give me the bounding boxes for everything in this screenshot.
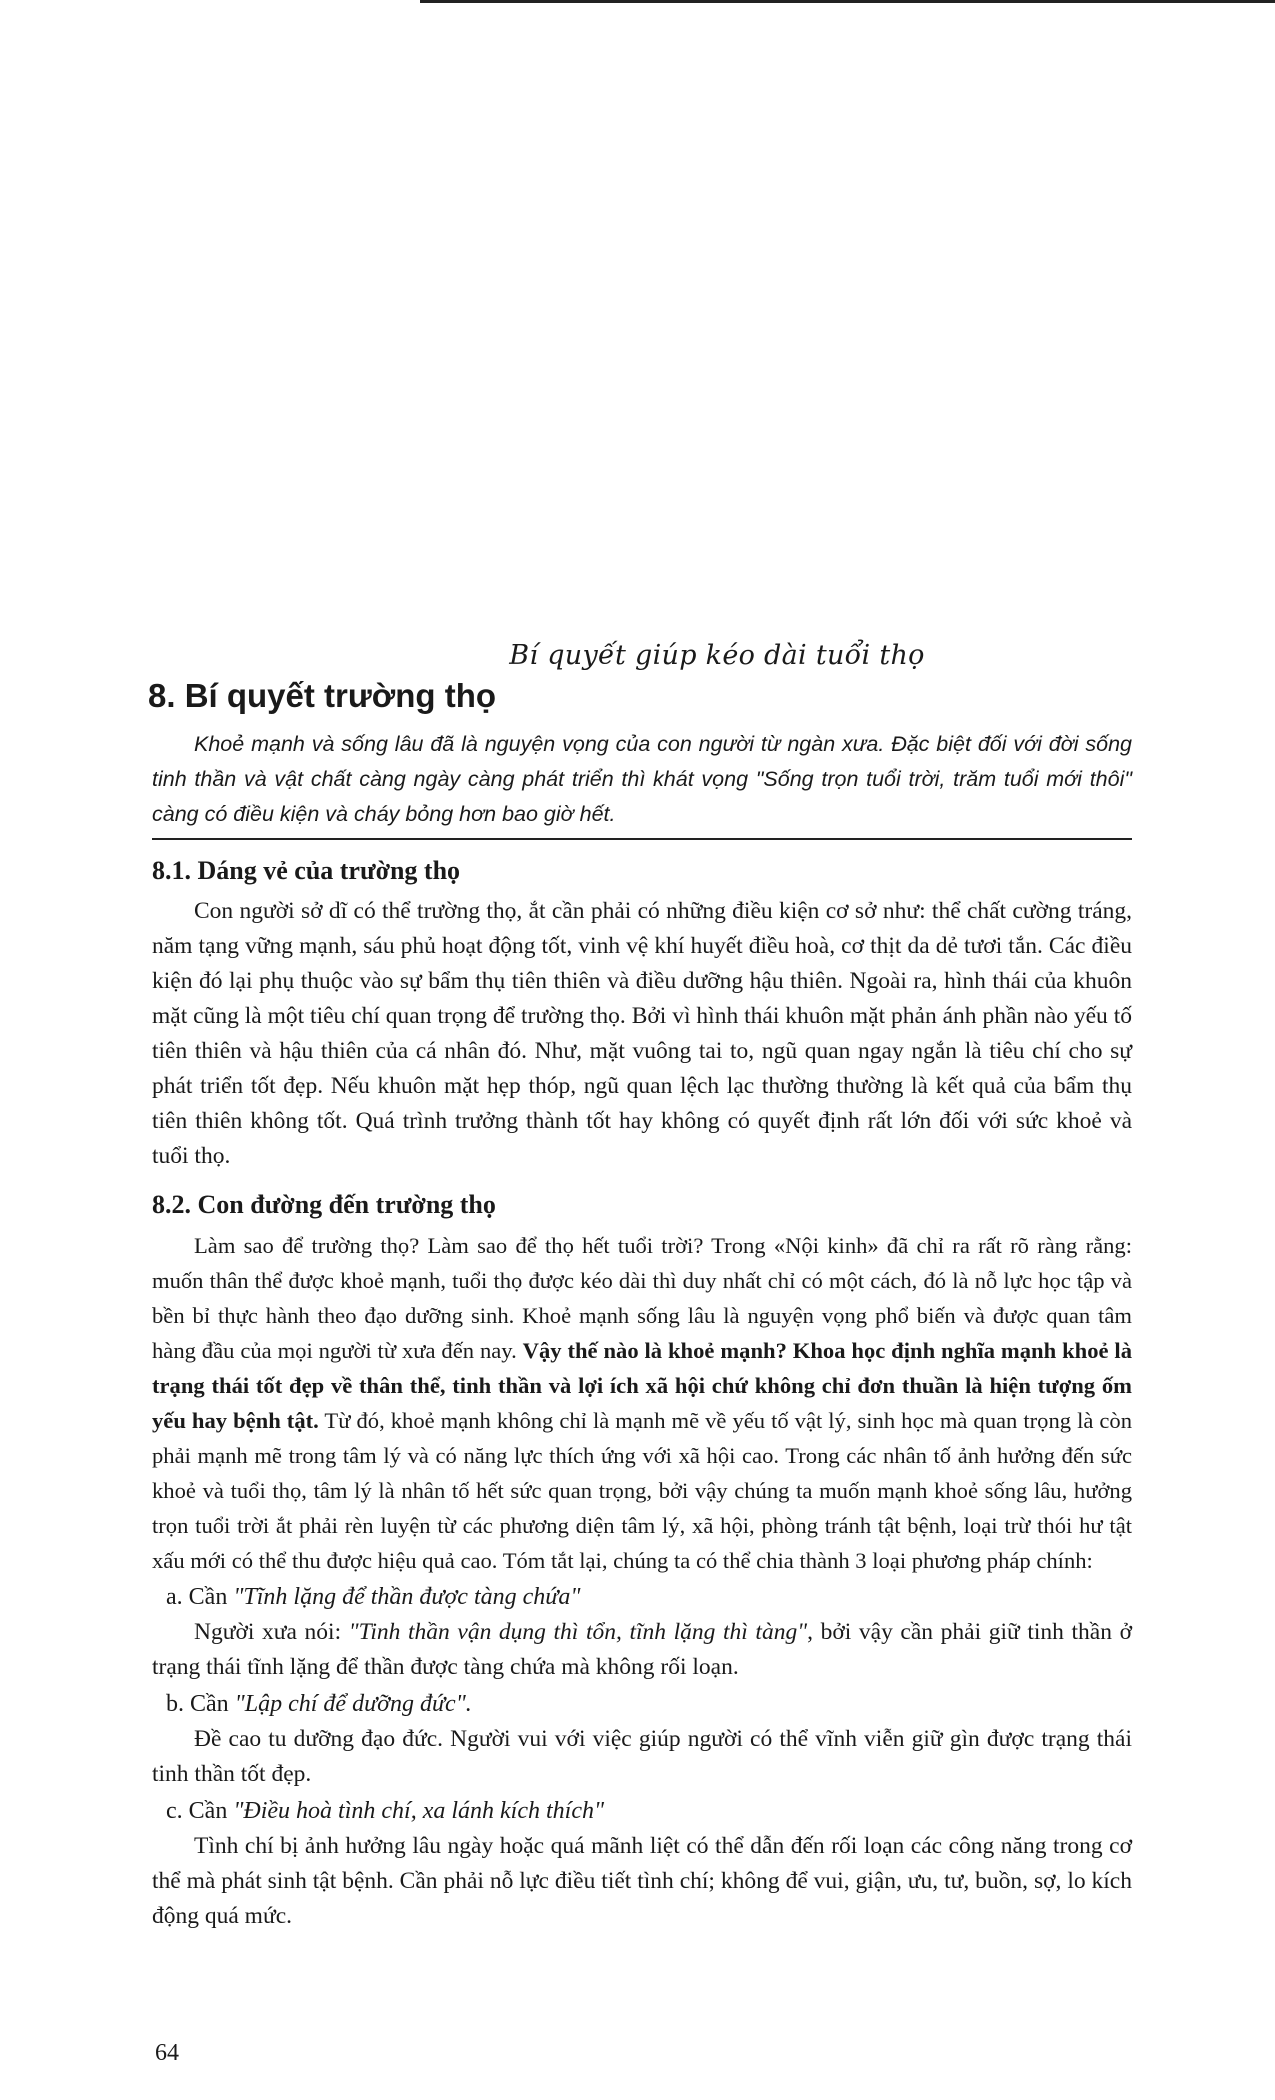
item-b-prefix: b. Cần bbox=[166, 1691, 235, 1717]
item-a-heading bbox=[166, 1584, 1132, 1611]
item-a-title: "Tĩnh lặng để thần được tàng chứa" bbox=[233, 1584, 581, 1610]
item-a-quote: "Tinh thần vận dụng thì tổn, tĩnh lặng thì tàng" bbox=[348, 1619, 808, 1645]
book-page bbox=[148, 640, 1133, 1934]
chapter-title: 8. Bí quyết trường thọ bbox=[148, 677, 497, 714]
item-a-prefix: a. Cần bbox=[166, 1584, 234, 1610]
item-a-text-pre: Người xưa nói: bbox=[194, 1619, 349, 1645]
section-8-2-title: 8.2. Con đường đến trường thọ bbox=[152, 1190, 496, 1219]
item-b-text: Đề cao tu dưỡng đạo đức. Người vui với việc giúp người có thể vĩnh viễn giữ gìn được trạng thái tinh thần tốt đẹp. bbox=[152, 1726, 1132, 1787]
item-a-text-post: , bởi vậy cần phải giữ tinh thần ở trạng thái tĩnh lặng để thần được tàng chứa mà không rối loạn. bbox=[152, 1619, 1133, 1680]
section-8-2-text-b: Từ đó, khoẻ mạnh không chỉ là mạnh mẽ về yếu tố vật lý, sinh học mà quan trọng là còn phải mạnh mẽ trong tâm lý và có năng lực thích ứng với xã hội cao. Trong các nhân tố ảnh hưởng đến sức khoẻ và tuổi thọ, tâm lý là nhân tố hết sức quan trọng, bởi vậy chúng ta muốn mạnh khoẻ sống lâu, hưởng trọn tuổi trời ắt phải rèn luyện từ các phương diện tâm lý, xã hội, phòng tránh tật bệnh, loại trừ thói hư tật xấu mới có thể thu được hiệu quả cao. Tóm tắt lại, chúng ta có thể chia thành 3 loại phương pháp chính: bbox=[152, 1408, 1133, 1573]
top-border-line bbox=[420, 0, 1275, 3]
chapter-intro: Khoẻ mạnh và sống lâu đã là nguyện vọng của con người từ ngàn xưa. Đặc biệt đối với đời sống tinh thần và vật chất càng ngày càng phát triển thì khát vọng "Sống trọn tuổi trời, trăm tuổi mới thôi" càng có điều kiện và cháy bỏng hơn bao giờ hết. bbox=[152, 727, 1132, 840]
item-a-text bbox=[152, 1615, 1132, 1685]
section-8-1-title: 8.1. Dáng vẻ của trường thọ bbox=[152, 856, 461, 885]
item-c-heading bbox=[166, 1798, 1132, 1825]
section-8-2-text-a: Làm sao để trường thọ? Làm sao để thọ hết tuổi trời? Trong «Nội kinh» đã chỉ ra rất rõ ràng rằng: muốn thân thể được khoẻ mạnh, tuổi thọ được kéo dài thì duy nhất chỉ có một cách, đó là nỗ lực học tập và bền bỉ thực hành theo đạo dưỡng sinh. Khoẻ mạnh sống lâu là nguyện vọng phổ biến và được quan tâm hàng đầu của mọi người từ xưa đến nay. bbox=[152, 1233, 1132, 1363]
item-c-title: "Điều hoà tình chí, xa lánh kích thích" bbox=[233, 1798, 605, 1824]
page-number: 64 bbox=[155, 2040, 179, 2066]
section-8-2-text bbox=[152, 1228, 1132, 1578]
section-8-1-text: Con người sở dĩ có thể trường thọ, ắt cần phải có những điều kiện cơ sở như: thể chất cường tráng, năm tạng vững mạnh, sáu phủ hoạt động tốt, vinh vệ khí huyết điều hoà, cơ thịt da dẻ tươi tắn. Các điều kiện đó lại phụ thuộc vào sự bẩm thụ tiên thiên và điều dưỡng hậu thiên. Ngoài ra, hình thái của khuôn mặt cũng là một tiêu chí quan trọng để trường thọ. Bởi vì hình thái khuôn mặt phản ánh phần nào yếu tố tiên thiên và hậu thiên của cá nhân đó. Như, mặt vuông tai to, ngũ quan ngay ngắn là tiêu chí cho sự phát triển tốt đẹp. Nếu khuôn mặt hẹp thóp, ngũ quan lệch lạc thường thường là kết quả của bẩm thụ tiên thiên không tốt. Quá trình trưởng thành tốt hay không có quyết định rất lớn đối với sức khoẻ và tuổi thọ. bbox=[152, 898, 1132, 1169]
running-title: Bí quyết giúp kéo dài tuổi thọ bbox=[509, 640, 925, 671]
health-definition: Vậy thế nào là khoẻ mạnh? Khoa học định nghĩa mạnh khoẻ là trạng thái tốt đẹp về thân thể, tinh thần và lợi ích xã hội chứ không chỉ đơn thuần là hiện tượng ốm yếu hay bệnh tật. bbox=[152, 1338, 1132, 1433]
item-c-prefix: c. Cần bbox=[166, 1798, 234, 1824]
item-c-text: Tình chí bị ảnh hưởng lâu ngày hoặc quá mãnh liệt có thể dẫn đến rối loạn các công năng trong cơ thể mà phát sinh tật bệnh. Cần phải nỗ lực điều tiết tình chí; không để vui, giận, ưu, tư, buồn, sợ, lo kích động quá mức. bbox=[152, 1833, 1132, 1929]
item-b-heading bbox=[166, 1691, 1132, 1718]
item-b-title: "Lập chí để dưỡng đức". bbox=[234, 1691, 472, 1717]
